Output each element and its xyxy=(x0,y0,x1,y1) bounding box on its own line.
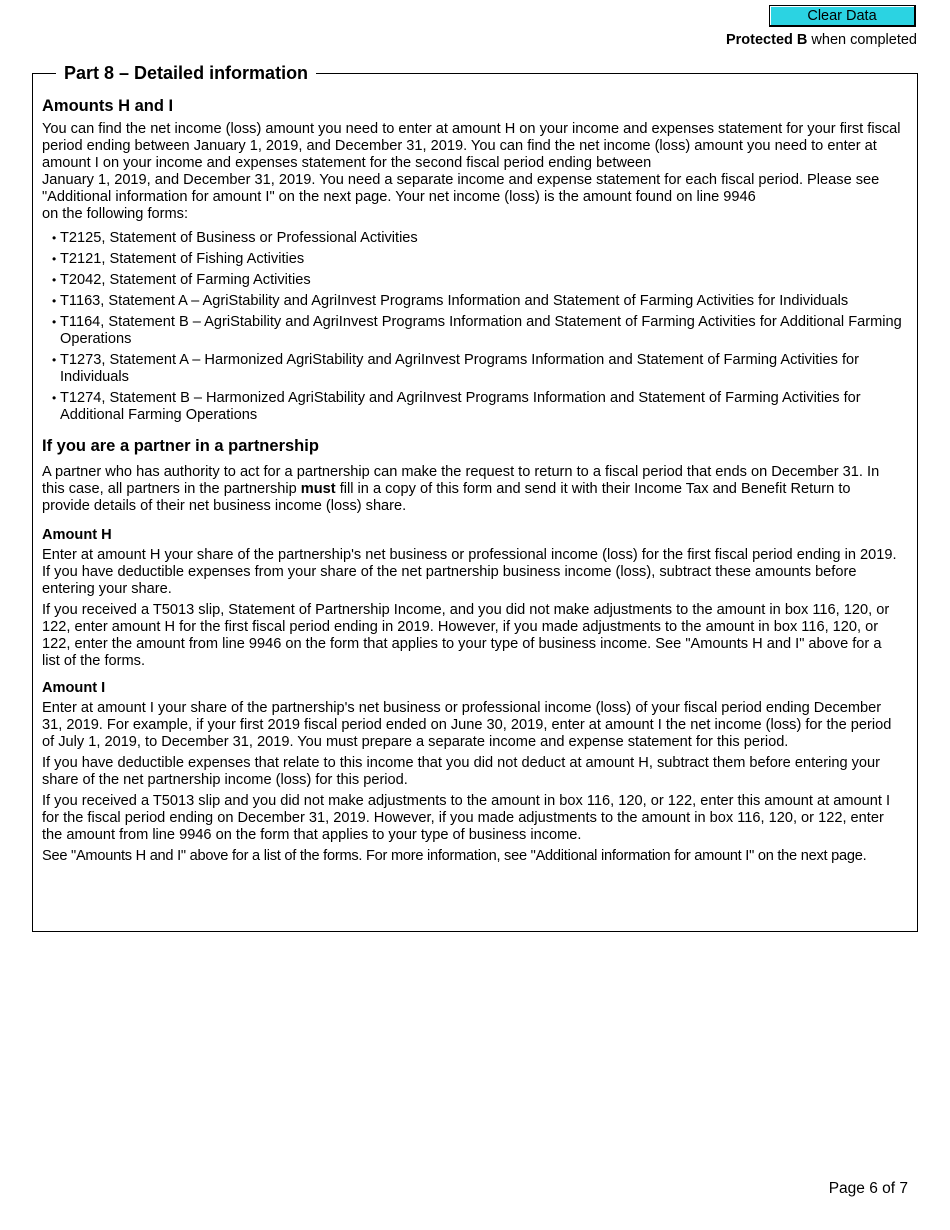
amount-h-paragraph-2: If you received a T5013 slip, Statement of Partnership Income, and you did not make adjustments to the amount in box 116, 120, or 122, enter amount H for the first fiscal period ending in 2019. However, if you made adjustments to the amount in box 116, 120, or 122, enter the amount from line 9946 on the form that applies to your type of business income. See "Amounts H and I" above for a list of the forms. xyxy=(42,602,890,669)
partner-intro-must: must xyxy=(300,481,336,497)
list-item: • T2125, Statement of Business or Professional Activities xyxy=(42,230,902,247)
partner-intro-start: A partner who has authority to act for a partnership can make the request to return to a fiscal period that ends on December 31. In this case, all partners in the partnership xyxy=(42,464,880,497)
list-item: • T2042, Statement of Farming Activities xyxy=(42,272,902,289)
amount-i-paragraph-2: If you have deductible expenses that relate to this income that you did not deduct at amount H, subtract them before entering your share of the net partnership income (loss) for this period. xyxy=(42,755,881,788)
protected-b-notice xyxy=(726,32,917,48)
partner-intro xyxy=(42,464,902,515)
amounts-h-and-i-paragraph xyxy=(42,121,902,223)
list-item: • T1273, Statement A – Harmonized AgriStability and AgriInvest Programs Information and Statement of Farming Activities for Individuals xyxy=(42,352,902,386)
part-title: Part 8 – Detailed information xyxy=(56,62,316,84)
clear-data-button[interactable]: Clear Data xyxy=(769,5,916,27)
protected-b-label: Protected B xyxy=(725,32,808,48)
amount-i-paragraph-4: See "Amounts H and I" above for a list of the forms. For more information, see "Additional information for amount I" on the next page. xyxy=(42,848,867,864)
part-8-content xyxy=(42,96,902,869)
amounts-h-and-i-text-2: January 1, 2019, and December 31, 2019. You need a separate income and expense statement for each fiscal period. Please see "Additional information for amount I" on the next page. Your net income (loss) is the amount found on line 9946 xyxy=(42,172,880,205)
amounts-h-and-i-text-1: You can find the net income (loss) amount you need to enter at amount H on your income and expenses statement for your first fiscal period ending between January 1, 2019, and December 31, 2019. You can find the net income (loss) amount you need to enter at amount I on your income and expenses statement for the second fiscal period ending between xyxy=(42,121,901,171)
list-item: • T1274, Statement B – Harmonized AgriStability and AgriInvest Programs Information and Statement of Farming Activities for Additional Farming Operations xyxy=(42,390,902,424)
amount-h-paragraph-1: Enter at amount H your share of the partnership's net business or professional income (loss) for the first fiscal period ending in 2019. If you have deductible expenses from your share of the net partnership business income (loss), subtract these amounts before entering your share. xyxy=(42,547,897,597)
amount-i-heading: Amount I xyxy=(42,680,106,696)
page-number: Page 6 of 7 xyxy=(828,1180,908,1197)
amount-h-heading: Amount H xyxy=(42,527,112,543)
partner-intro-end: fill in a copy of this form and send it with their Income Tax and Benefit Return to provide details of their net business income (loss) share. xyxy=(42,481,851,514)
partner-heading: If you are a partner in a partnership xyxy=(42,437,319,455)
protected-b-suffix: when completed xyxy=(807,32,917,48)
amounts-h-and-i-heading: Amounts H and I xyxy=(42,97,174,115)
amount-i-paragraph-3: If you received a T5013 slip and you did not make adjustments to the amount in box 116, 120, or 122, enter this amount at amount I for the fiscal period ending on December 31, 2019. However, if you made adjustments to the amount in box 116, 120, or 122, enter the amount from line 9946 on the form that applies to your type of business income. xyxy=(42,793,891,843)
amounts-h-and-i-text-3: on the following forms: xyxy=(42,206,189,222)
list-item: • T1163, Statement A – AgriStability and AgriInvest Programs Information and Statement of Farming Activities for Individuals xyxy=(42,293,902,310)
forms-list xyxy=(42,230,902,424)
list-item: • T1164, Statement B – AgriStability and AgriInvest Programs Information and Statement of Farming Activities for Additional Farming Operations xyxy=(42,314,902,348)
list-item: • T2121, Statement of Fishing Activities xyxy=(42,251,902,268)
amount-i-paragraph-1: Enter at amount I your share of the partnership's net business or professional income (loss) of your fiscal period ending December 31, 2019. For example, if your first 2019 fiscal period ended on June 30, 2019, enter at amount I the net income (loss) for the period of July 1, 2019, to December 31, 2019. You must prepare a separate income and expense statement for this period. xyxy=(42,700,892,750)
